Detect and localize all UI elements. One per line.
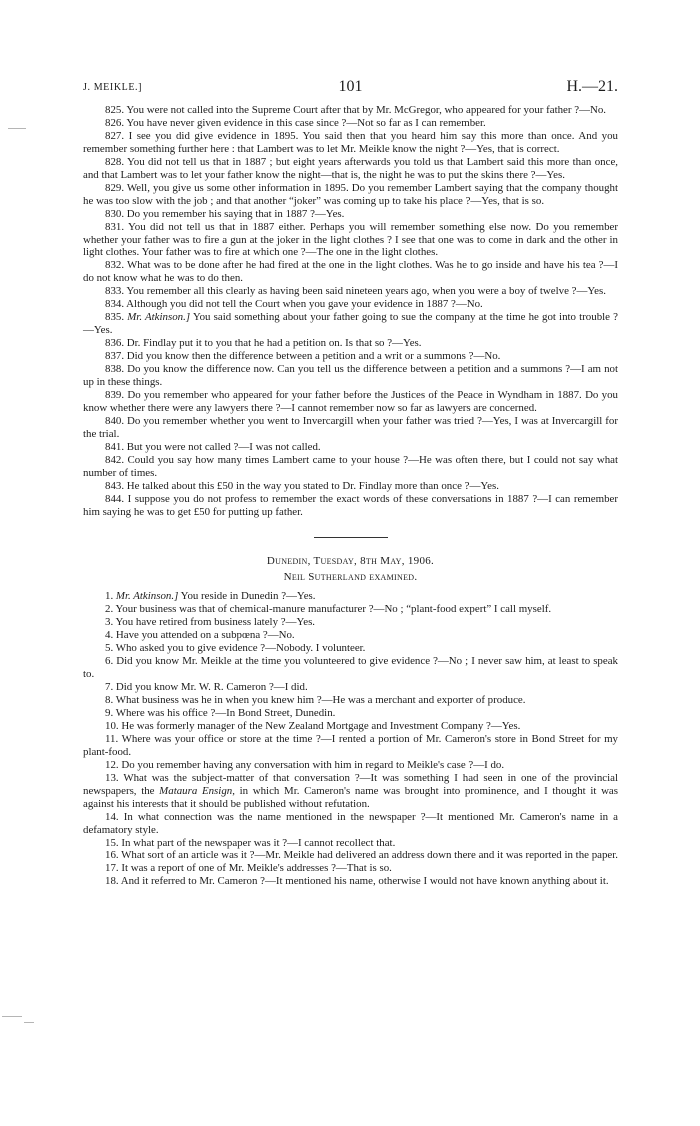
paragraph: 826. You have never given evidence in this case since ?—Not so far as I can remember. [105,116,486,129]
paragraph: 831. You did not tell us that in 1887 either. Perhaps you will remember something else now. Do you remember whether your father was to fire a gun at the joker in the light clothes ? I see that one was to come in dark and the other in light clothes. Your father was to fire at which one ?—The one in the light clothes. [83,220,618,259]
paragraph: 830. Do you remember his saying that in 1887 ?—Yes. [105,207,345,220]
paragraph: 841. But you were not called ?—I was not called. [105,440,321,453]
section-divider [314,537,388,538]
paragraph: 839. Do you remember who appeared for your father before the Justices of the Peace in Wyndham in 1887. Do you know whether there were any lawyers there ?—I cannot remember now so far as lawyers are concerned. [83,388,618,414]
paragraph: 844. I suppose you do not profess to remember the exact words of these conversations in 1887 ?—I can remember him saying he was to get £50 for putting up father. [83,492,618,518]
page-number: 101 [338,78,363,95]
paragraph-1 [83,590,618,603]
paragraph: 5. Who asked you to give evidence ?—Nobody. I volunteer. [105,642,366,655]
paragraph: 16. What sort of an article was it ?—Mr. Meikle had delivered an address down there and it was reported in the paper. [105,849,619,862]
paragraph-number: 1. [105,590,114,603]
paragraph-text: , in which Mr. Cameron's name was brought into prominence, and I thought it was against his interests that it should be published without refutation. [83,784,618,810]
paragraph-text: 13. What was the subject-matter of that conversation ?—It was something I had seen in one of the provincial newspapers, the [83,771,618,797]
paragraph-13 [83,772,618,811]
paragraph: 8. What business was he in when you knew him ?—He was a merchant and exporter of produce. [105,694,526,707]
witness-name: J. MEIKLE.] [83,82,143,93]
paragraph: 827. I see you did give evidence in 1895. You said then that you heard him say this more than once. And you remember something further here : that Lambert was to let Mr. Meikle know the night ?—Yes, that is correct. [83,129,618,155]
document-reference: H.—21. [566,78,618,95]
newspaper-name: Mataura Ensign [159,784,233,797]
paragraph: 834. Although you did not tell the Court when you gave your evidence in 1887 ?—No. [105,298,483,311]
paragraph: 10. He was formerly manager of the New Zealand Mortgage and Investment Company ?—Yes. [105,719,521,732]
paragraph: 832. What was to be done after he had fired at the one in the light clothes. Was he to go inside and have his tea ?—I do not know what he was to do then. [83,259,618,285]
paragraph: 15. In what part of the newspaper was it ?—I cannot recollect that. [105,836,396,849]
paragraph: 17. It was a report of one of Mr. Meikle's addresses ?—That is so. [105,862,392,875]
margin-mark-top [8,128,26,129]
paragraph: 833. You remember all this clearly as having been said nineteen years ago, when you were a boy of twelve ?—Yes. [105,285,606,298]
witness-examined-heading: Neil Sutherland examined. [283,571,418,584]
paragraph: 6. Did you know Mr. Meikle at the time you volunteered to give evidence ?—No ; I never saw him, at least to speak to. [83,655,618,681]
paragraph: 837. Did you know then the difference between a petition and a writ or a summons ?—No. [105,350,501,363]
paragraph-text: You reside in Dunedin ?—Yes. [180,590,316,603]
paragraph: 14. In what connection was the name mentioned in the newspaper ?—It mentioned Mr. Cameron's name in a defamatory style. [83,810,618,836]
session-date-heading: Dunedin, Tuesday, 8th May, 1906. [266,554,435,567]
paragraph: 840. Do you remember whether you went to Invercargill when your father was tried ?—Yes, I was at Invercargill for the trial. [83,414,618,440]
paragraph: 836. Dr. Findlay put it to you that he had a petition on. Is that so ?—Yes. [105,337,422,350]
paragraph-835 [83,311,618,337]
paragraph: 838. Do you know the difference now. Can you tell us the difference between a petition and a summons ?—I am not up in these things. [83,363,618,389]
paragraph: 9. Where was his office ?—In Bond Street, Dunedin. [105,706,336,719]
paragraph: 4. Have you attended on a subpœna ?—No. [105,629,295,642]
counsel-name: Mr. Atkinson.] [115,590,179,603]
paragraph: 825. You were not called into the Supreme Court after that by Mr. McGregor, who appeared for your father ?—No. [105,104,606,116]
margin-mark-bottom [2,1016,22,1017]
paragraph-number: 835. [105,311,125,324]
paragraph-text: You said something about your father going to sue the company at the time he got into trouble ?—Yes. [83,311,618,337]
paragraph: 3. You have retired from business lately ?—Yes. [105,616,316,629]
page-header [83,78,618,98]
section-meikle-examination [83,104,618,519]
paragraph: 842. Could you say how many times Lambert came to your house ?—He was often there, but I could not say what number of times. [83,453,618,479]
document-body [83,104,618,888]
counsel-name: Mr. Atkinson.] [127,311,191,324]
paragraph: 12. Do you remember having any conversation with him in regard to Meikle's case ?—I do. [105,758,505,771]
paragraph: 11. Where was your office or store at the time ?—I rented a portion of Mr. Cameron's store in Bond Street for my plant-food. [83,732,618,758]
paragraph: 2. Your business was that of chemical-manure manufacturer ?—No ; “plant-food expert” I call myself. [105,603,552,616]
section-sutherland-examination [83,590,618,888]
paragraph: 18. And it referred to Mr. Cameron ?—It mentioned his name, otherwise I would not have known anything about it. [105,875,609,888]
paragraph: 843. He talked about this £50 in the way you stated to Dr. Findlay more than once ?—Yes. [105,479,499,492]
paragraph: 828. You did not tell us that in 1887 ; but eight years afterwards you told us that Lambert said this more than once, and that Lambert was to let your father know the night—that is, the night he was to put the skins there ?—Yes. [83,155,618,181]
margin-mark-bottom-2 [24,1022,34,1023]
paragraph: 7. Did you know Mr. W. R. Cameron ?—I did. [105,681,308,694]
paragraph: 829. Well, you give us some other information in 1895. Do you remember Lambert saying that the company thought he was too slow with the job ; and that another “joker” was coming up to take his place ?—Yes, that is so. [83,181,618,207]
